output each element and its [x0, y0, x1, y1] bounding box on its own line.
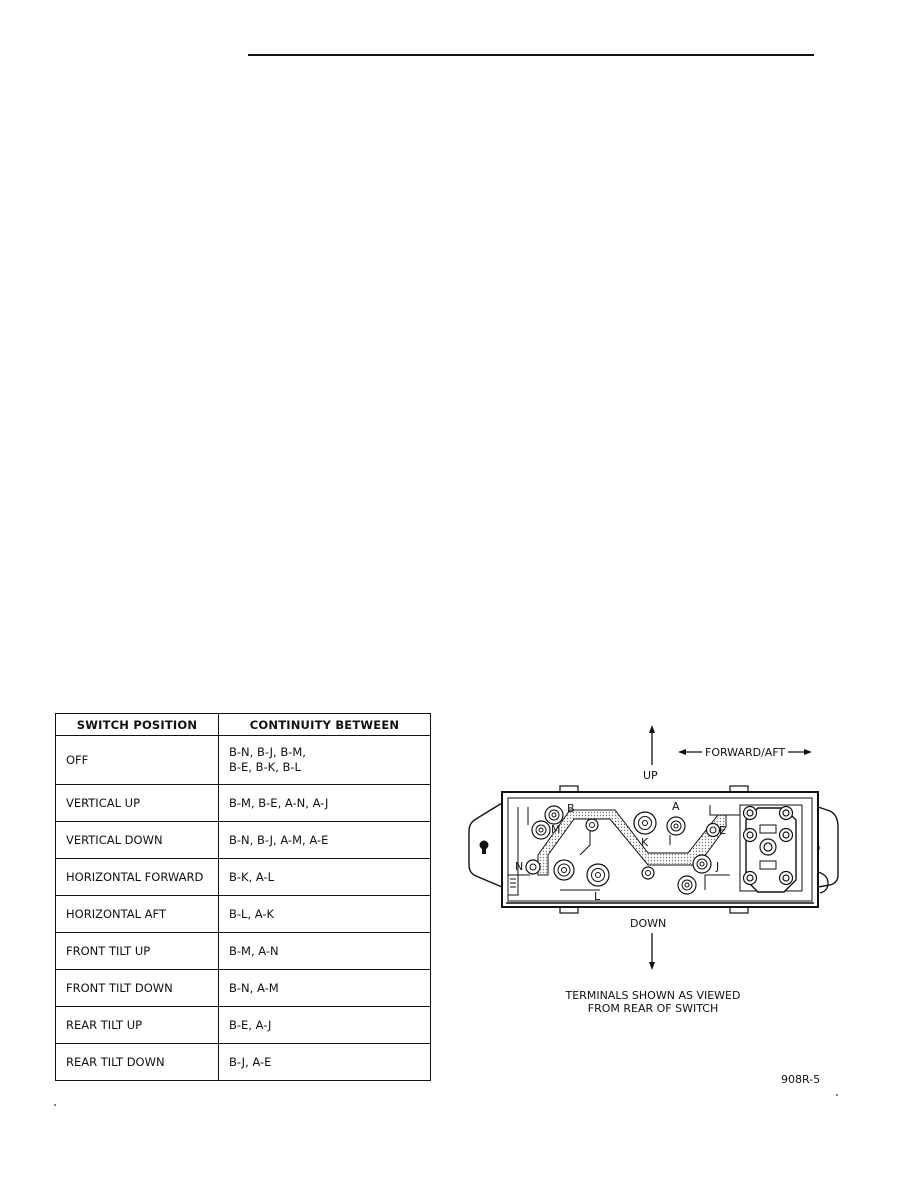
continuity-cell: B-K, A-L: [219, 859, 431, 896]
terminal-label-l: L: [594, 890, 601, 903]
table-row: [56, 896, 431, 933]
up-label: UP: [643, 769, 658, 782]
figure-id: 908R-5: [781, 1073, 821, 1086]
table-row: [56, 785, 431, 822]
continuity-cell: B-N, A-M: [219, 970, 431, 1007]
connector-block: [744, 807, 797, 893]
terminal-label-j: J: [716, 860, 720, 873]
terminal-m-post: [532, 821, 550, 839]
caption-line: FROM REAR OF SWITCH: [587, 1002, 719, 1015]
terminal-label-k: K: [641, 836, 649, 849]
switch-position-cell: HORIZONTAL AFT: [56, 896, 219, 933]
switch-position-cell: VERTICAL UP: [56, 785, 219, 822]
terminal-label-e: E: [719, 824, 726, 837]
table-row: [56, 736, 431, 785]
switch-position-cell: OFF: [56, 736, 219, 785]
continuity-cell: B-M, B-E, A-N, A-J: [219, 785, 431, 822]
scan-speck: [54, 1104, 56, 1106]
switch-position-cell: FRONT TILT DOWN: [56, 970, 219, 1007]
switch-position-cell: REAR TILT DOWN: [56, 1044, 219, 1081]
continuity-cell: B-J, A-E: [219, 1044, 431, 1081]
switch-position-cell: FRONT TILT UP: [56, 933, 219, 970]
scan-speck: [836, 1094, 838, 1096]
table-row: [56, 859, 431, 896]
switch-position-cell: HORIZONTAL FORWARD: [56, 859, 219, 896]
header-continuity-between: CONTINUITY BETWEEN: [219, 714, 431, 736]
terminal-label-m: M: [551, 823, 561, 836]
continuity-cell: B-N, B-J, A-M, A-E: [219, 822, 431, 859]
terminal-label-b: B: [567, 802, 575, 815]
switch-terminal-diagram: [440, 715, 850, 980]
terminal-b-post: [545, 806, 563, 824]
terminal-post: [642, 867, 654, 879]
terminal-j-post: [693, 855, 711, 873]
diagram-caption: [548, 989, 758, 1015]
table-row: [56, 1044, 431, 1081]
switch-position-cell: VERTICAL DOWN: [56, 822, 219, 859]
terminal-k-post: [634, 812, 656, 834]
terminal-post: [678, 876, 696, 894]
terminal-e-post: [707, 824, 720, 837]
terminal-post: [586, 819, 598, 831]
continuity-line: B-N, B-J, B-M,: [229, 745, 306, 759]
continuity-cell: B-E, A-J: [219, 1007, 431, 1044]
table-row: [56, 970, 431, 1007]
continuity-cell: B-M, A-N: [219, 933, 431, 970]
caption-line: TERMINALS SHOWN AS VIEWED: [565, 989, 741, 1002]
terminal-a-post: [667, 817, 685, 835]
table-header-row: [56, 714, 431, 736]
up-arrow-icon: [649, 725, 655, 765]
continuity-line: B-E, B-K, B-L: [229, 760, 301, 774]
table-row: [56, 1007, 431, 1044]
table-row: [56, 933, 431, 970]
forward-aft-label: FORWARD/AFT: [705, 746, 786, 759]
terminal-l-post: [587, 864, 609, 886]
terminal-label-a: A: [672, 800, 680, 813]
terminal-n-post: [526, 860, 540, 874]
left-mounting-tab: [469, 803, 502, 887]
terminal-label-n: N: [515, 860, 524, 873]
table-row: [56, 822, 431, 859]
header-rule: [248, 54, 814, 56]
header-switch-position: SWITCH POSITION: [56, 714, 219, 736]
switch-position-cell: REAR TILT UP: [56, 1007, 219, 1044]
down-arrow-icon: [649, 933, 655, 970]
down-label: DOWN: [630, 917, 667, 930]
continuity-table: [55, 713, 431, 1081]
continuity-cell: B-L, A-K: [219, 896, 431, 933]
terminal-post: [554, 860, 574, 880]
continuity-cell: [219, 736, 431, 785]
